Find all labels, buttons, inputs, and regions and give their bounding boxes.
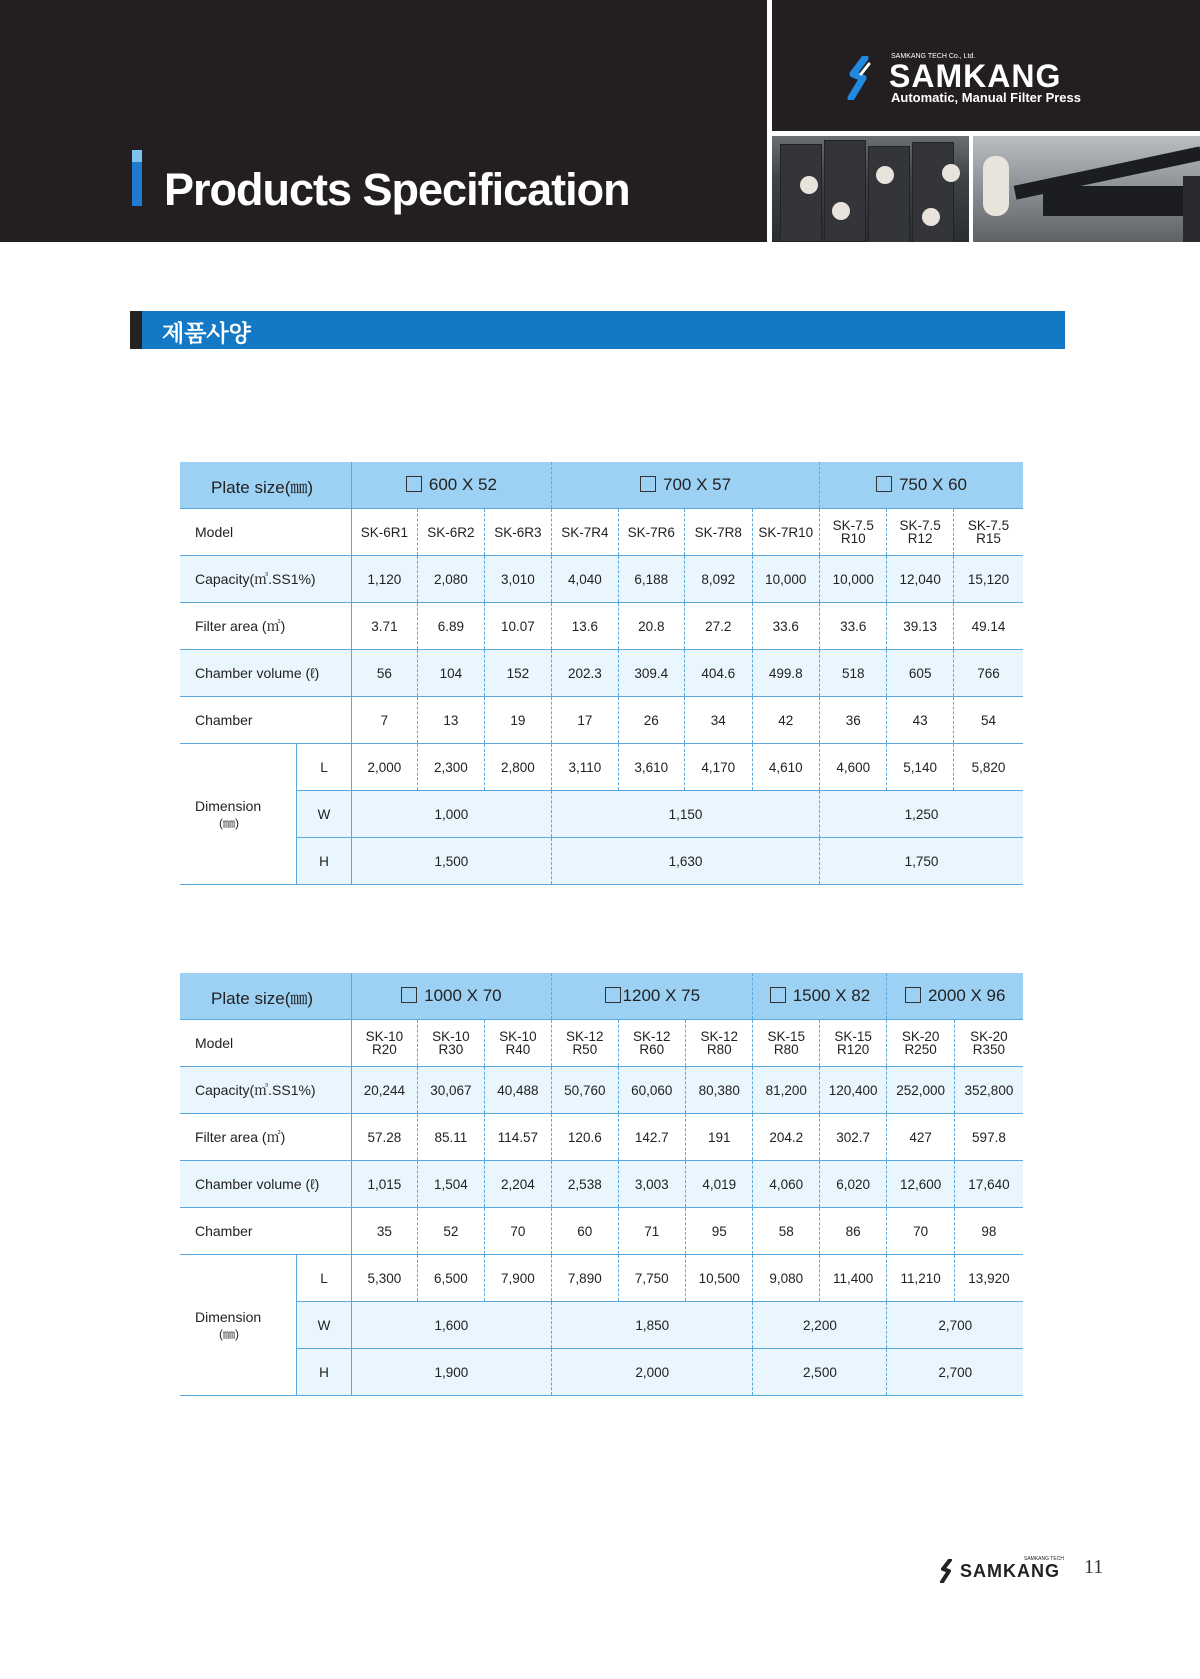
square-icon bbox=[605, 987, 621, 1003]
model-cell: SK-12 R50 bbox=[552, 1020, 618, 1067]
capacity-cell: 20,244 bbox=[351, 1067, 417, 1114]
dimension-l-cell: 5,140 bbox=[887, 744, 953, 791]
plate-size-label: Plate size(㎜) bbox=[180, 462, 351, 509]
dimension-l-cell: 6,500 bbox=[418, 1255, 484, 1302]
capacity-cell: 252,000 bbox=[887, 1067, 954, 1114]
samkang-s-icon bbox=[843, 56, 879, 100]
filter-area-label: Filter area (㎡) bbox=[180, 1114, 351, 1161]
model-label: Model bbox=[180, 1020, 351, 1067]
chamber-volume-cell: 12,600 bbox=[887, 1161, 954, 1208]
capacity-cell: 60,060 bbox=[618, 1067, 685, 1114]
model-cell: SK-10 R40 bbox=[484, 1020, 552, 1067]
capacity-cell: 120,400 bbox=[819, 1067, 886, 1114]
brand-name: SAMKANG bbox=[889, 58, 1062, 94]
model-cell: SK-7R6 bbox=[618, 509, 684, 556]
filter-area-label: Filter area (㎡) bbox=[180, 603, 351, 650]
dimension-l-cell: 3,110 bbox=[552, 744, 618, 791]
chamber-cell: 42 bbox=[752, 697, 819, 744]
chamber-volume-cell: 152 bbox=[484, 650, 551, 697]
dimension-l-cell: 5,820 bbox=[971, 759, 1006, 775]
dimension-l-cell: 11,400 bbox=[819, 1255, 886, 1302]
chamber-cell: 95 bbox=[686, 1208, 753, 1255]
chamber-volume-cell: 605 bbox=[887, 650, 953, 697]
model-cell: SK-12 R80 bbox=[686, 1020, 753, 1067]
chamber-cell: 58 bbox=[753, 1208, 819, 1255]
capacity-row bbox=[180, 556, 1023, 603]
capacity-cell: 81,200 bbox=[753, 1067, 819, 1114]
model-cell: SK-7R4 bbox=[552, 509, 618, 556]
capacity-cell: 12,040 bbox=[887, 556, 953, 603]
dimension-l-row bbox=[180, 1255, 1023, 1302]
chamber-volume-cell: 17,640 bbox=[954, 1161, 1023, 1208]
dimension-w-label: W bbox=[297, 1302, 351, 1349]
filter-area-cell: 191 bbox=[686, 1114, 753, 1161]
filter-area-cell: 33.6 bbox=[819, 603, 886, 650]
page-number: 11 bbox=[1084, 1556, 1104, 1578]
chamber-cell: 13 bbox=[418, 697, 484, 744]
chamber-cell: 52 bbox=[418, 1208, 484, 1255]
dimension-w-cell: 1,000 bbox=[351, 791, 551, 838]
filter-area-cell: 120.6 bbox=[552, 1114, 618, 1161]
plate-group-1200: 1200 X 75 bbox=[552, 973, 753, 1020]
chamber-volume-cell: 4,060 bbox=[753, 1161, 819, 1208]
capacity-row bbox=[180, 1067, 1023, 1114]
title-accent-bar-top bbox=[132, 150, 142, 162]
capacity-cell: 30,067 bbox=[418, 1067, 484, 1114]
dimension-w-cell: 1,600 bbox=[351, 1302, 551, 1349]
plate-size-row bbox=[180, 973, 1023, 1020]
filter-area-cell: 10.07 bbox=[484, 603, 551, 650]
filter-area-cell: 85.11 bbox=[418, 1114, 484, 1161]
capacity-cell: 352,800 bbox=[954, 1067, 1023, 1114]
capacity-cell: 8,092 bbox=[685, 556, 752, 603]
capacity-label: Capacity(㎥.SS1%) bbox=[180, 1067, 351, 1114]
dimension-label: Dimension (㎜) bbox=[180, 744, 297, 885]
capacity-cell: 10,000 bbox=[752, 556, 819, 603]
header bbox=[0, 0, 1200, 242]
square-icon bbox=[401, 987, 417, 1003]
filter-area-cell: 3.71 bbox=[351, 603, 417, 650]
chamber-cell: 60 bbox=[552, 1208, 618, 1255]
chamber-cell: 36 bbox=[819, 697, 886, 744]
dimension-w-cell: 1,250 bbox=[819, 791, 1023, 838]
footer-brand-small: SAMKANG TECH bbox=[1024, 1556, 1064, 1562]
plate-group-600: 600 X 52 bbox=[351, 462, 551, 509]
model-cell: SK-6R1 bbox=[351, 509, 417, 556]
model-cell: SK-15 R120 bbox=[819, 1020, 886, 1067]
dimension-l-cell: 2,300 bbox=[418, 744, 484, 791]
filter-area-cell: 57.28 bbox=[351, 1114, 417, 1161]
chamber-volume-cell: 518 bbox=[819, 650, 886, 697]
dimension-w-label: W bbox=[297, 791, 351, 838]
chamber-cell: 7 bbox=[351, 697, 417, 744]
dimension-w-cell: 1,150 bbox=[552, 791, 820, 838]
dimension-l-cell: 3,610 bbox=[618, 744, 684, 791]
capacity-cell: 2,080 bbox=[418, 556, 484, 603]
capacity-cell: 15,120 bbox=[953, 556, 1023, 603]
dimension-l-cell: 7,890 bbox=[552, 1255, 618, 1302]
chamber-cell: 71 bbox=[618, 1208, 685, 1255]
model-cell: SK-7R8 bbox=[685, 509, 752, 556]
model-cell: SK-10 R30 bbox=[418, 1020, 484, 1067]
chamber-volume-cell: 104 bbox=[418, 650, 484, 697]
dimension-h-label: H bbox=[297, 1349, 351, 1396]
section-header bbox=[130, 311, 1065, 349]
chamber-cell: 70 bbox=[887, 1208, 954, 1255]
square-icon bbox=[770, 987, 786, 1003]
dimension-l-cell: 7,900 bbox=[484, 1255, 552, 1302]
dimension-l-label: L bbox=[297, 744, 351, 791]
filter-area-cell: 114.57 bbox=[484, 1114, 552, 1161]
chamber-cell: 54 bbox=[980, 712, 996, 728]
dimension-h-cell: 2,500 bbox=[753, 1349, 887, 1396]
chamber-cell: 43 bbox=[887, 697, 953, 744]
dimension-h-cell: 2,700 bbox=[887, 1349, 1023, 1396]
chamber-volume-label: Chamber volume (ℓ) bbox=[180, 650, 351, 697]
chamber-volume-cell: 1,504 bbox=[418, 1161, 484, 1208]
dimension-l-cell: 11,210 bbox=[887, 1255, 954, 1302]
dimension-w-cell: 1,850 bbox=[552, 1302, 753, 1349]
filter-area-cell: 27.2 bbox=[685, 603, 752, 650]
chamber-cell: 34 bbox=[685, 697, 752, 744]
chamber-cell: 35 bbox=[351, 1208, 417, 1255]
filter-press-hall-photo bbox=[973, 136, 1200, 242]
dimension-h-cell: 1,750 bbox=[819, 838, 1023, 885]
dimension-w-cell: 2,700 bbox=[887, 1302, 1023, 1349]
dimension-label: Dimension (㎜) bbox=[180, 1255, 297, 1396]
dimension-w-row bbox=[180, 791, 1023, 838]
section-mark bbox=[130, 311, 142, 349]
chamber-cell: 26 bbox=[618, 697, 684, 744]
capacity-cell: 1,120 bbox=[351, 556, 417, 603]
dimension-l-cell: 13,920 bbox=[968, 1270, 1010, 1286]
model-label: Model bbox=[180, 509, 351, 556]
chamber-cell: 70 bbox=[484, 1208, 552, 1255]
filter-area-cell: 33.6 bbox=[752, 603, 819, 650]
spec-table-1 bbox=[180, 462, 1023, 885]
filter-area-cell: 20.8 bbox=[618, 603, 684, 650]
chamber-volume-cell: 2,538 bbox=[552, 1161, 618, 1208]
filter-area-cell: 597.8 bbox=[972, 1129, 1006, 1145]
filter-area-row bbox=[180, 1114, 1023, 1161]
chamber-cell: 17 bbox=[552, 697, 618, 744]
filter-area-cell: 39.13 bbox=[887, 603, 953, 650]
capacity-cell: 80,380 bbox=[686, 1067, 753, 1114]
square-icon bbox=[876, 476, 892, 492]
chamber-volume-cell: 766 bbox=[953, 650, 1023, 697]
dimension-h-row bbox=[180, 838, 1023, 885]
dimension-l-cell: 7,750 bbox=[618, 1255, 685, 1302]
chamber-cell: 19 bbox=[484, 697, 551, 744]
dimension-l-cell: 2,800 bbox=[484, 744, 551, 791]
capacity-cell: 10,000 bbox=[819, 556, 886, 603]
capacity-cell: 4,040 bbox=[552, 556, 618, 603]
plate-group-750: 750 X 60 bbox=[819, 462, 1023, 509]
chamber-volume-row bbox=[180, 1161, 1023, 1208]
section-title: 제품사양 bbox=[162, 320, 251, 346]
chamber-label: Chamber bbox=[180, 1208, 351, 1255]
filter-area-cell: 302.7 bbox=[819, 1114, 886, 1161]
dimension-l-cell: 9,080 bbox=[753, 1255, 819, 1302]
filter-area-cell: 49.14 bbox=[971, 618, 1006, 634]
chamber-cell: 98 bbox=[981, 1223, 997, 1239]
dimension-l-cell: 2,000 bbox=[351, 744, 417, 791]
dimension-l-row bbox=[180, 744, 1023, 791]
model-row bbox=[180, 1020, 1023, 1067]
square-icon bbox=[905, 987, 921, 1003]
chamber-volume-cell: 499.8 bbox=[752, 650, 819, 697]
dimension-l-cell: 5,300 bbox=[351, 1255, 417, 1302]
plate-group-2000: 2000 X 96 bbox=[887, 973, 1023, 1020]
capacity-label: Capacity(㎥.SS1%) bbox=[180, 556, 351, 603]
square-icon bbox=[640, 476, 656, 492]
chamber-volume-row bbox=[180, 650, 1023, 697]
model-cell: SK-20 R350 bbox=[970, 1029, 1008, 1057]
dimension-l-cell: 4,600 bbox=[819, 744, 886, 791]
spec-table-2 bbox=[180, 973, 1023, 1396]
samkang-s-icon bbox=[938, 1559, 956, 1583]
chamber-volume-cell: 309.4 bbox=[618, 650, 684, 697]
filter-area-cell: 204.2 bbox=[753, 1114, 819, 1161]
plate-group-1000: 1000 X 70 bbox=[351, 973, 551, 1020]
chamber-row bbox=[180, 697, 1023, 744]
model-cell: SK-7.5 R15 bbox=[967, 518, 1010, 546]
brand-subtitle: Automatic, Manual Filter Press bbox=[891, 90, 1081, 105]
dimension-w-cell: 2,200 bbox=[753, 1302, 887, 1349]
dimension-h-cell: 1,500 bbox=[351, 838, 551, 885]
plate-size-row bbox=[180, 462, 1023, 509]
chamber-volume-cell: 404.6 bbox=[685, 650, 752, 697]
chamber-volume-cell: 2,204 bbox=[484, 1161, 552, 1208]
chamber-volume-cell: 56 bbox=[351, 650, 417, 697]
filter-area-row bbox=[180, 603, 1023, 650]
capacity-cell: 3,010 bbox=[484, 556, 551, 603]
model-cell: SK-20 R250 bbox=[887, 1020, 954, 1067]
footer-brand-name: SAMKANG bbox=[960, 1561, 1060, 1581]
page-title: Products Specification bbox=[164, 164, 630, 215]
model-cell: SK-10 R20 bbox=[351, 1020, 417, 1067]
plate-group-700: 700 X 57 bbox=[552, 462, 820, 509]
filter-area-cell: 13.6 bbox=[552, 603, 618, 650]
model-cell: SK-12 R60 bbox=[618, 1020, 685, 1067]
model-cell: SK-6R2 bbox=[418, 509, 484, 556]
chamber-volume-label: Chamber volume (ℓ) bbox=[180, 1161, 351, 1208]
chamber-volume-cell: 6,020 bbox=[819, 1161, 886, 1208]
plate-group-1500: 1500 X 82 bbox=[753, 973, 887, 1020]
capacity-cell: 6,188 bbox=[618, 556, 684, 603]
dimension-h-row bbox=[180, 1349, 1023, 1396]
dimension-l-cell: 4,610 bbox=[752, 744, 819, 791]
model-cell: SK-7.5 R10 bbox=[819, 509, 886, 556]
capacity-cell: 40,488 bbox=[484, 1067, 552, 1114]
model-row bbox=[180, 509, 1023, 556]
chamber-label: Chamber bbox=[180, 697, 351, 744]
chamber-row bbox=[180, 1208, 1023, 1255]
chamber-cell: 86 bbox=[819, 1208, 886, 1255]
model-cell: SK-7R10 bbox=[752, 509, 819, 556]
filter-area-cell: 6.89 bbox=[418, 603, 484, 650]
chamber-volume-cell: 4,019 bbox=[686, 1161, 753, 1208]
chamber-volume-cell: 3,003 bbox=[618, 1161, 685, 1208]
chamber-volume-cell: 1,015 bbox=[351, 1161, 417, 1208]
dimension-h-cell: 1,900 bbox=[351, 1349, 551, 1396]
capacity-cell: 50,760 bbox=[552, 1067, 618, 1114]
filter-area-cell: 427 bbox=[887, 1114, 954, 1161]
dimension-l-cell: 4,170 bbox=[685, 744, 752, 791]
dimension-h-label: H bbox=[297, 838, 351, 885]
model-cell: SK-15 R80 bbox=[753, 1020, 819, 1067]
dimension-l-label: L bbox=[297, 1255, 351, 1302]
dimension-w-row bbox=[180, 1302, 1023, 1349]
dimension-h-cell: 1,630 bbox=[552, 838, 820, 885]
brand-small-text: SAMKANG TECH Co., Ltd. bbox=[891, 53, 976, 60]
filter-area-cell: 142.7 bbox=[618, 1114, 685, 1161]
chamber-volume-cell: 202.3 bbox=[552, 650, 618, 697]
model-cell: SK-7.5 R12 bbox=[887, 509, 953, 556]
dimension-l-cell: 10,500 bbox=[686, 1255, 753, 1302]
plate-size-label: Plate size(㎜) bbox=[180, 973, 351, 1020]
square-icon bbox=[406, 476, 422, 492]
dimension-h-cell: 2,000 bbox=[552, 1349, 753, 1396]
filter-press-photo bbox=[772, 136, 969, 242]
model-cell: SK-6R3 bbox=[484, 509, 551, 556]
